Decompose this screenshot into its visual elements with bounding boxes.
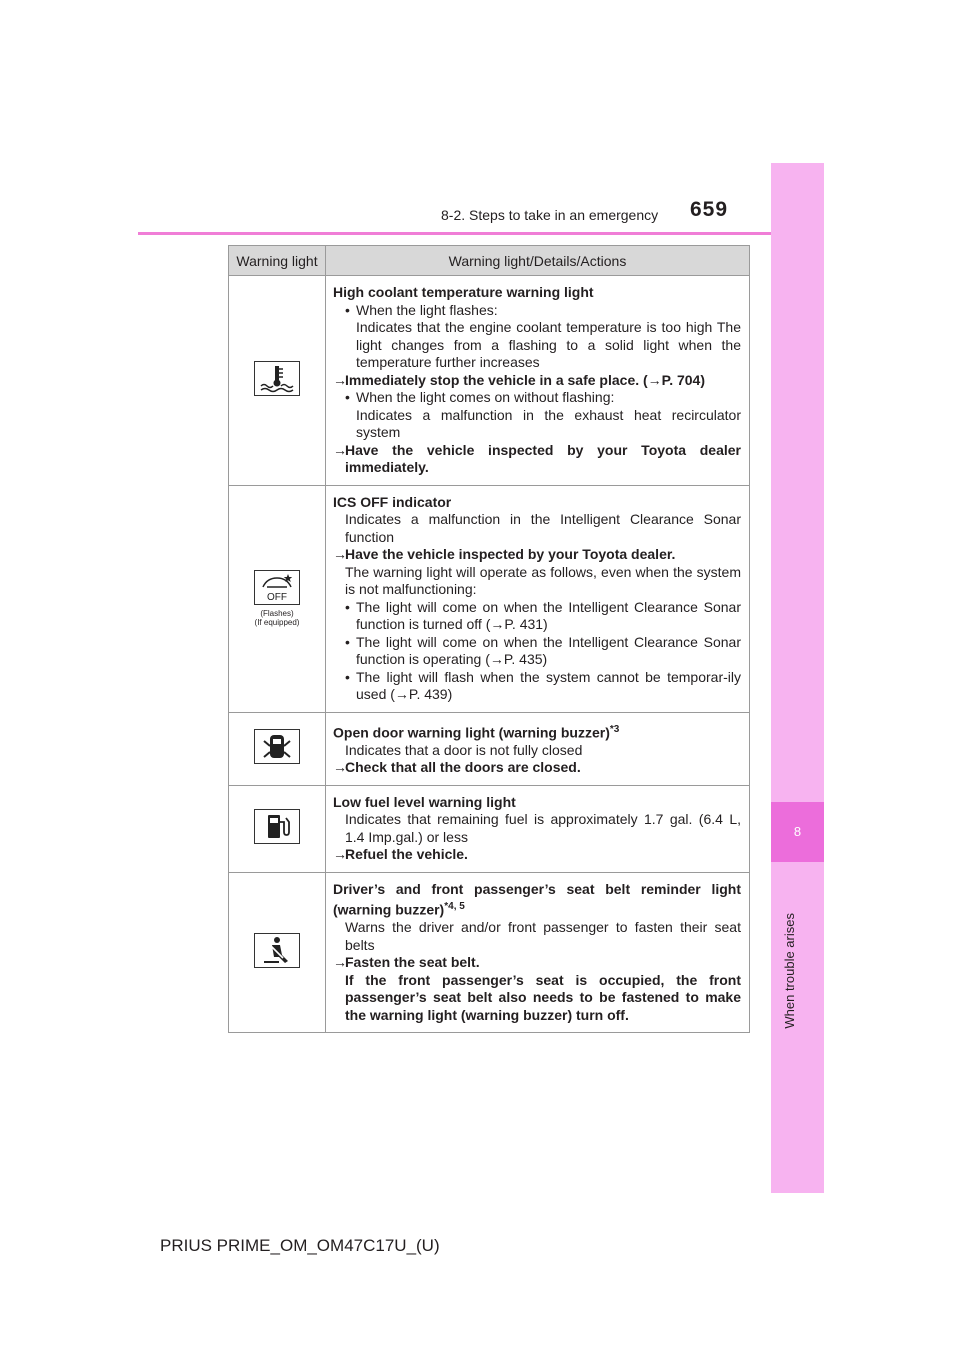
icon-note: (Flashes) <box>260 609 294 618</box>
fuel-pump-icon <box>254 809 300 844</box>
open-door-icon <box>254 729 300 764</box>
table-row <box>229 276 750 486</box>
detail-text: Indicates that the engine coolant temperature is too high The light changes from a flashing to a solid light when the temperature further increases <box>356 319 741 370</box>
details-cell <box>326 485 750 712</box>
detail-text: Warns the driver and/or front passenger to fasten their seat belts <box>345 919 741 953</box>
details-cell <box>326 785 750 872</box>
action-text: → Refuel the vehicle. <box>333 846 468 863</box>
table-header-row <box>229 246 750 276</box>
table-row <box>229 485 750 712</box>
chapter-number: 8 <box>771 802 824 862</box>
icon-cell <box>229 785 326 872</box>
table-row <box>229 872 750 1033</box>
list-item: • The light will come on when the Intelligent Clearance Sonar function is turned off (→P. 431) <box>345 598 741 632</box>
column-header-details: Warning light/Details/Actions <box>326 246 750 276</box>
icon-cell <box>229 276 326 486</box>
table-row <box>229 712 750 785</box>
details-cell <box>326 872 750 1033</box>
detail-text: Indicates that a door is not fully closed <box>345 741 583 758</box>
light-title: High coolant temperature warning light <box>333 284 594 300</box>
seat-belt-icon <box>254 933 300 968</box>
details-cell <box>326 276 750 486</box>
column-header-warning-light: Warning light <box>229 246 326 276</box>
detail-text: The warning light will operate as follows, even when the system is not malfunctioning: <box>345 563 741 597</box>
chapter-title: When trouble arises <box>782 913 797 1029</box>
detail-text: Indicates that remaining fuel is approximately 1.7 gal. (6.4 L, 1.4 Imp.gal.) or less <box>345 811 741 845</box>
icon-cell <box>229 872 326 1033</box>
action-text: → Fasten the seat belt. <box>333 954 480 971</box>
detail-text: Indicates a malfunction in the exhaust heat recirculator system <box>356 406 741 440</box>
light-title: Open door warning light (warning buzzer)$^{*3}$ <box>333 723 620 741</box>
icon-note: (If equipped) <box>254 618 300 627</box>
list-item: • When the light comes on without flashing: <box>345 389 615 405</box>
list-item: • The light will flash when the system cannot be temporar-ily used (→P. 439) <box>345 668 741 702</box>
icon-text: OFF <box>267 592 287 603</box>
action-detail-text: If the front passenger’s seat is occupied, the front passenger’s seat belt also needs to be fastened to make the warning light (warning buzzer) turn off. <box>345 971 741 1023</box>
table-row <box>229 785 750 872</box>
side-tab <box>771 163 824 1193</box>
ics-off-icon <box>254 570 300 605</box>
page-number: 659 <box>690 198 729 221</box>
coolant-temperature-icon <box>254 361 300 396</box>
light-title: ICS OFF indicator <box>333 493 452 510</box>
header-divider <box>138 232 824 235</box>
icon-cell <box>229 485 326 712</box>
document-code: PRIUS PRIME_OM_OM47C17U_(U) <box>160 1236 440 1255</box>
details-cell <box>326 712 750 785</box>
icon-cell <box>229 712 326 785</box>
action-text: → Immediately stop the vehicle in a safe place. (→P. 704) <box>333 371 706 388</box>
light-title: Driver’s and front passenger’s seat belt reminder light (warning buzzer)$^{*4, 5}$ <box>333 880 741 918</box>
warning-light-table <box>228 245 750 1033</box>
list-item: • When the light flashes: <box>345 301 498 318</box>
detail-text: Indicates a malfunction in the Intelligent Clearance Sonar function <box>345 511 741 545</box>
action-text: → Have the vehicle inspected by your Toyota dealer. <box>333 546 676 562</box>
section-title: 8-2. Steps to take in an emergency <box>441 207 659 223</box>
list-item: • The light will come on when the Intelligent Clearance Sonar function is operating (→P. 435) <box>345 633 741 667</box>
action-text: → Check that all the doors are closed. <box>333 759 581 776</box>
action-text: → Have the vehicle inspected by your Toyota dealer immediately. <box>333 441 741 475</box>
light-title: Low fuel level warning light <box>333 793 516 810</box>
